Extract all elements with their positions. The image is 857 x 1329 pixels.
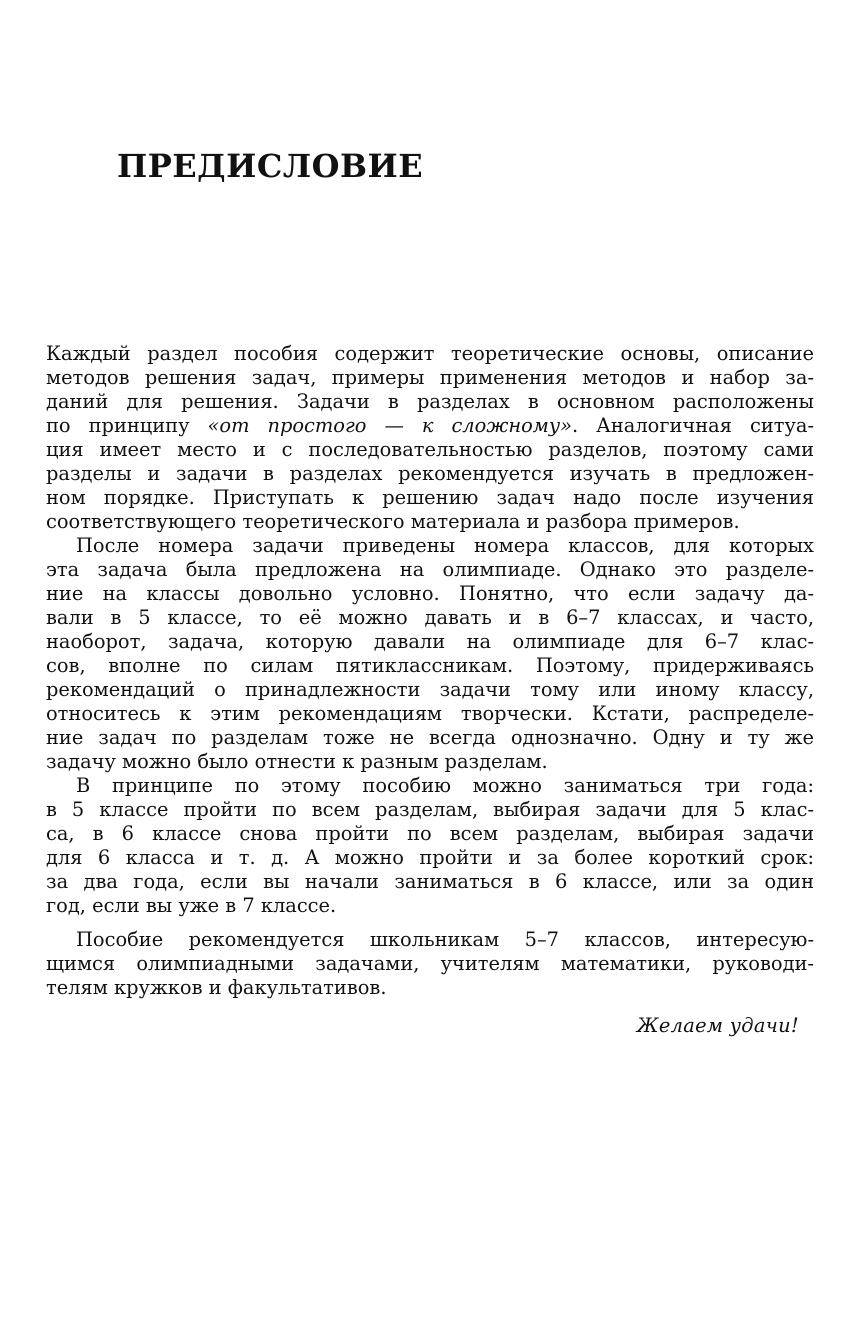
- text-line: сов, вполне по силам пятиклассникам. Поэтому, придерживаясь: [46, 654, 814, 677]
- text-line: ние на классы довольно условно. Понятно, что если задачу да-: [46, 582, 814, 605]
- text-line: щимся олимпиадными задачами, учителям математики, руководи-: [46, 952, 814, 975]
- text-line: Пособие рекомендуется школьникам 5–7 классов, интересую-: [76, 928, 814, 951]
- text-line: разделы и задачи в разделах рекомендуется изучать в предложен-: [46, 462, 814, 485]
- text-line: В принципе по этому пособию можно заниматься три года:: [76, 774, 814, 797]
- text-fragment: . Аналогичная ситуа-: [572, 414, 814, 437]
- text-line: вали в 5 классе, то её можно давать и в 6–7 классах, и часто,: [46, 606, 814, 629]
- text-line: в 5 классе пройти по всем разделам, выбирая задачи для 5 клас-: [46, 798, 814, 821]
- page-title: ПРЕДИСЛОВИЕ: [117, 147, 424, 185]
- text-line: за два года, если вы начали заниматься в 6 классе, или за один: [46, 870, 814, 893]
- text-line: рекомендаций о принадлежности задачи тому или иному классу,: [46, 678, 814, 701]
- paragraph-3: [46, 774, 814, 918]
- closing-wish: Желаем удачи!: [636, 1014, 799, 1037]
- text-line: ние задач по разделам тоже не всегда однозначно. Одну и ту же: [46, 726, 814, 749]
- emphasized-principle: «от простого — к сложному»: [207, 414, 572, 437]
- text-line: телям кружков и факультативов.: [46, 976, 387, 999]
- paragraph-2: [46, 534, 814, 774]
- text-line: год, если вы уже в 7 классе.: [46, 894, 337, 917]
- text-line: для 6 класса и т. д. А можно пройти и за более короткий срок:: [46, 846, 814, 869]
- paragraph-1: [46, 342, 814, 534]
- text-line: методов решения задач, примеры применения методов и набор за-: [46, 366, 814, 389]
- text-line: задачу можно было отнести к разным разделам.: [46, 750, 548, 773]
- text-line: ция имеет место и с последовательностью разделов, поэтому сами: [46, 438, 814, 461]
- paragraph-4: [46, 928, 814, 1000]
- preface-body: [46, 342, 814, 1000]
- text-line: После номера задачи приведены номера классов, для которых: [76, 534, 814, 557]
- text-line: наоборот, задача, которую давали на олимпиаде для 6–7 клас-: [46, 630, 814, 653]
- text-line: Каждый раздел пособия содержит теоретические основы, описание: [46, 342, 814, 365]
- text-line: ном порядке. Приступать к решению задач надо после изучения: [46, 486, 814, 509]
- text-line: эта задача была предложена на олимпиаде. Однако это разделе-: [46, 558, 814, 581]
- text-line: относитесь к этим рекомендациям творчески. Кстати, распределе-: [46, 702, 814, 725]
- text-fragment: по принципу: [46, 414, 190, 437]
- text-line: соответствующего теоретического материала и разбора примеров.: [46, 510, 740, 533]
- text-line-with-emphasis: [46, 414, 814, 438]
- text-line: са, в 6 классе снова пройти по всем разделам, выбирая задачи: [46, 822, 814, 845]
- text-line: даний для решения. Задачи в разделах в основном расположены: [46, 390, 814, 413]
